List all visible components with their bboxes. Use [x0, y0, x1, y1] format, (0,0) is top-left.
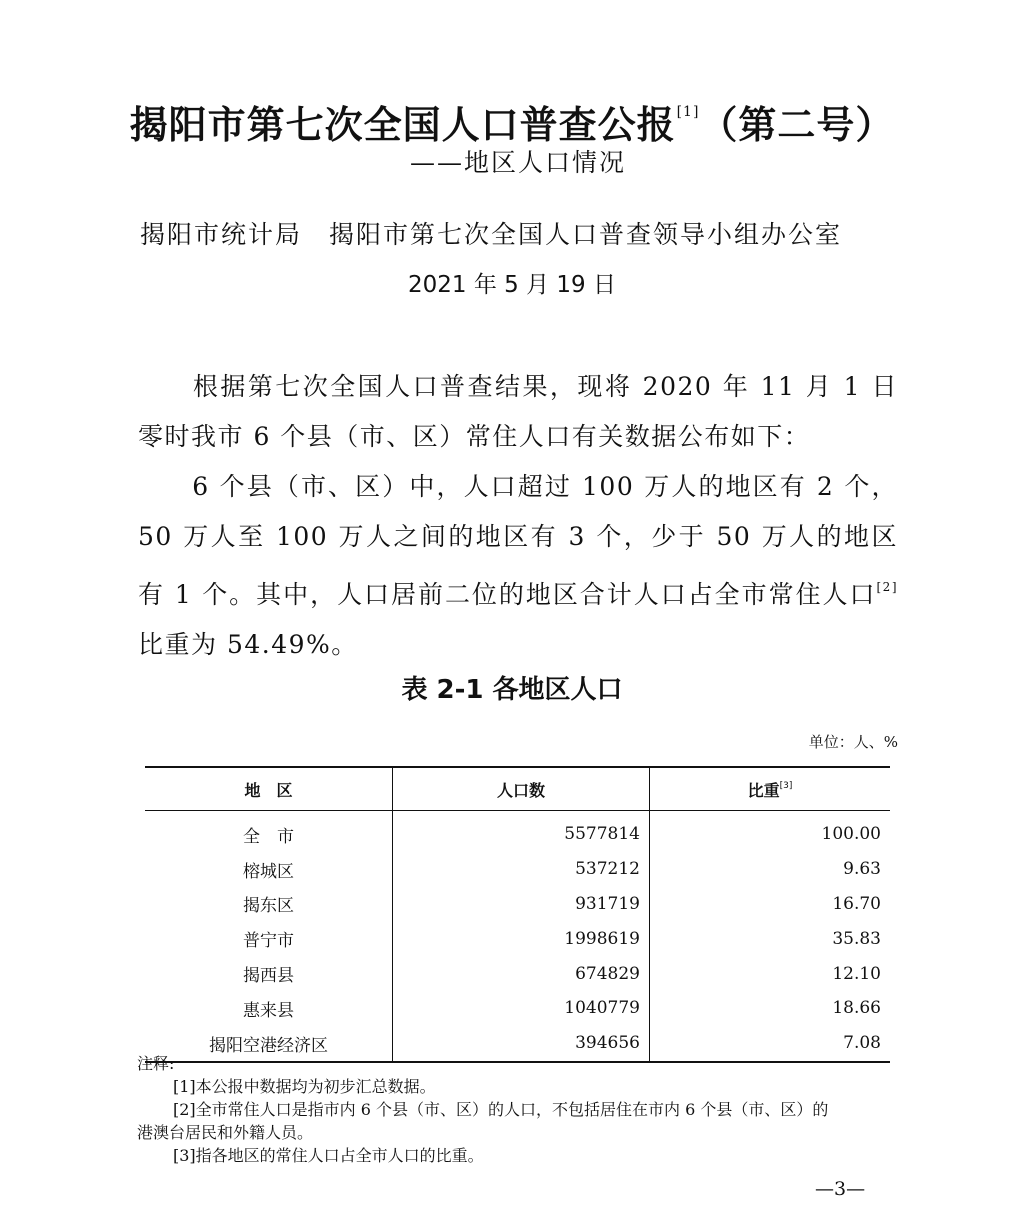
- ratio-cell: 16.70: [650, 887, 891, 922]
- footnote-2: [2]全市常住人口是指市内 6 个县（市、区）的人口，不包括居住在市内 6 个县（市、区）的: [173, 1100, 829, 1119]
- page-number: —3—: [815, 1178, 866, 1200]
- population-cell: 5577814: [393, 811, 650, 852]
- header-region: 地 区: [145, 767, 393, 811]
- population-cell: 1040779: [393, 991, 650, 1026]
- table-row: [145, 852, 890, 887]
- population-cell: 1998619: [393, 921, 650, 956]
- summary-footnote-ref: [2]: [876, 580, 898, 594]
- table-row: [145, 991, 890, 1026]
- population-table: [145, 766, 890, 1063]
- ratio-cell: 12.10: [650, 956, 891, 991]
- ratio-cell: 100.00: [650, 811, 891, 852]
- summary-text-a: 6 个县（市、区）中，人口超过 100 万人的地区有 2 个，50 万人至 100 万人之间的地区有 3 个，少于 50 万人的地区有 1 个。其中，人口居前二位的地区合计人口占全市常住人口: [138, 472, 898, 609]
- region-cell: 揭东区: [243, 896, 294, 917]
- table-row: [145, 811, 890, 852]
- intro-paragraph: [138, 362, 898, 462]
- title-footnote-ref: [1]: [676, 104, 700, 120]
- page-subtitle: ——地区人口情况: [410, 148, 627, 177]
- summary-paragraph: [138, 462, 898, 670]
- title-suffix: （第二号）: [699, 102, 895, 147]
- region-cell: 榕城区: [243, 861, 294, 882]
- footnote-1: [1]本公报中数据均为初步汇总数据。: [173, 1077, 436, 1096]
- header-ratio-footnote-ref: [3]: [779, 780, 793, 791]
- population-cell: 931719: [393, 887, 650, 922]
- issuing-authorities: 揭阳市统计局 揭阳市第七次全国人口普查领导小组办公室: [140, 220, 843, 249]
- region-cell: 普宁市: [243, 931, 294, 952]
- region-cell: 揭西县: [243, 966, 294, 987]
- region-cell: 惠来县: [243, 1000, 294, 1021]
- table-row: [145, 921, 890, 956]
- footnote-2-continued: 港澳台居民和外籍人员。: [137, 1123, 314, 1142]
- header-population: 人口数: [393, 767, 650, 811]
- ratio-cell: 7.08: [650, 1026, 891, 1062]
- summary-text-b: 比重为 54.49%。: [138, 630, 358, 659]
- ratio-cell: 35.83: [650, 921, 891, 956]
- header-ratio-label: 比重: [747, 780, 780, 800]
- page-title: [0, 86, 1024, 151]
- table-header-row: [145, 767, 890, 811]
- ratio-cell: 9.63: [650, 852, 891, 887]
- region-cell: 全 市: [243, 826, 294, 847]
- header-ratio: [650, 767, 891, 811]
- population-cell: 394656: [393, 1026, 650, 1062]
- table-unit: 单位：人、%: [808, 733, 898, 751]
- table-row: [145, 887, 890, 922]
- intro-text: 根据第七次全国人口普查结果，现将 2020 年 11 月 1 日零时我市 6 个县（市、区）常住人口有关数据公布如下：: [138, 372, 898, 451]
- notes-label: 注释:: [137, 1054, 175, 1073]
- table-title: 表 2-1 各地区人口: [401, 675, 623, 705]
- footnotes: [137, 1052, 917, 1167]
- issue-date: 2021 年 5 月 19 日: [408, 272, 616, 298]
- population-cell: 674829: [393, 956, 650, 991]
- title-text: 揭阳市第七次全国人口普查公报: [129, 102, 676, 147]
- region-cell: 揭阳空港经济区: [209, 1035, 328, 1056]
- ratio-cell: 18.66: [650, 991, 891, 1026]
- footnote-3: [3]指各地区的常住人口占全市人口的比重。: [173, 1146, 484, 1165]
- table-row: [145, 956, 890, 991]
- population-cell: 537212: [393, 852, 650, 887]
